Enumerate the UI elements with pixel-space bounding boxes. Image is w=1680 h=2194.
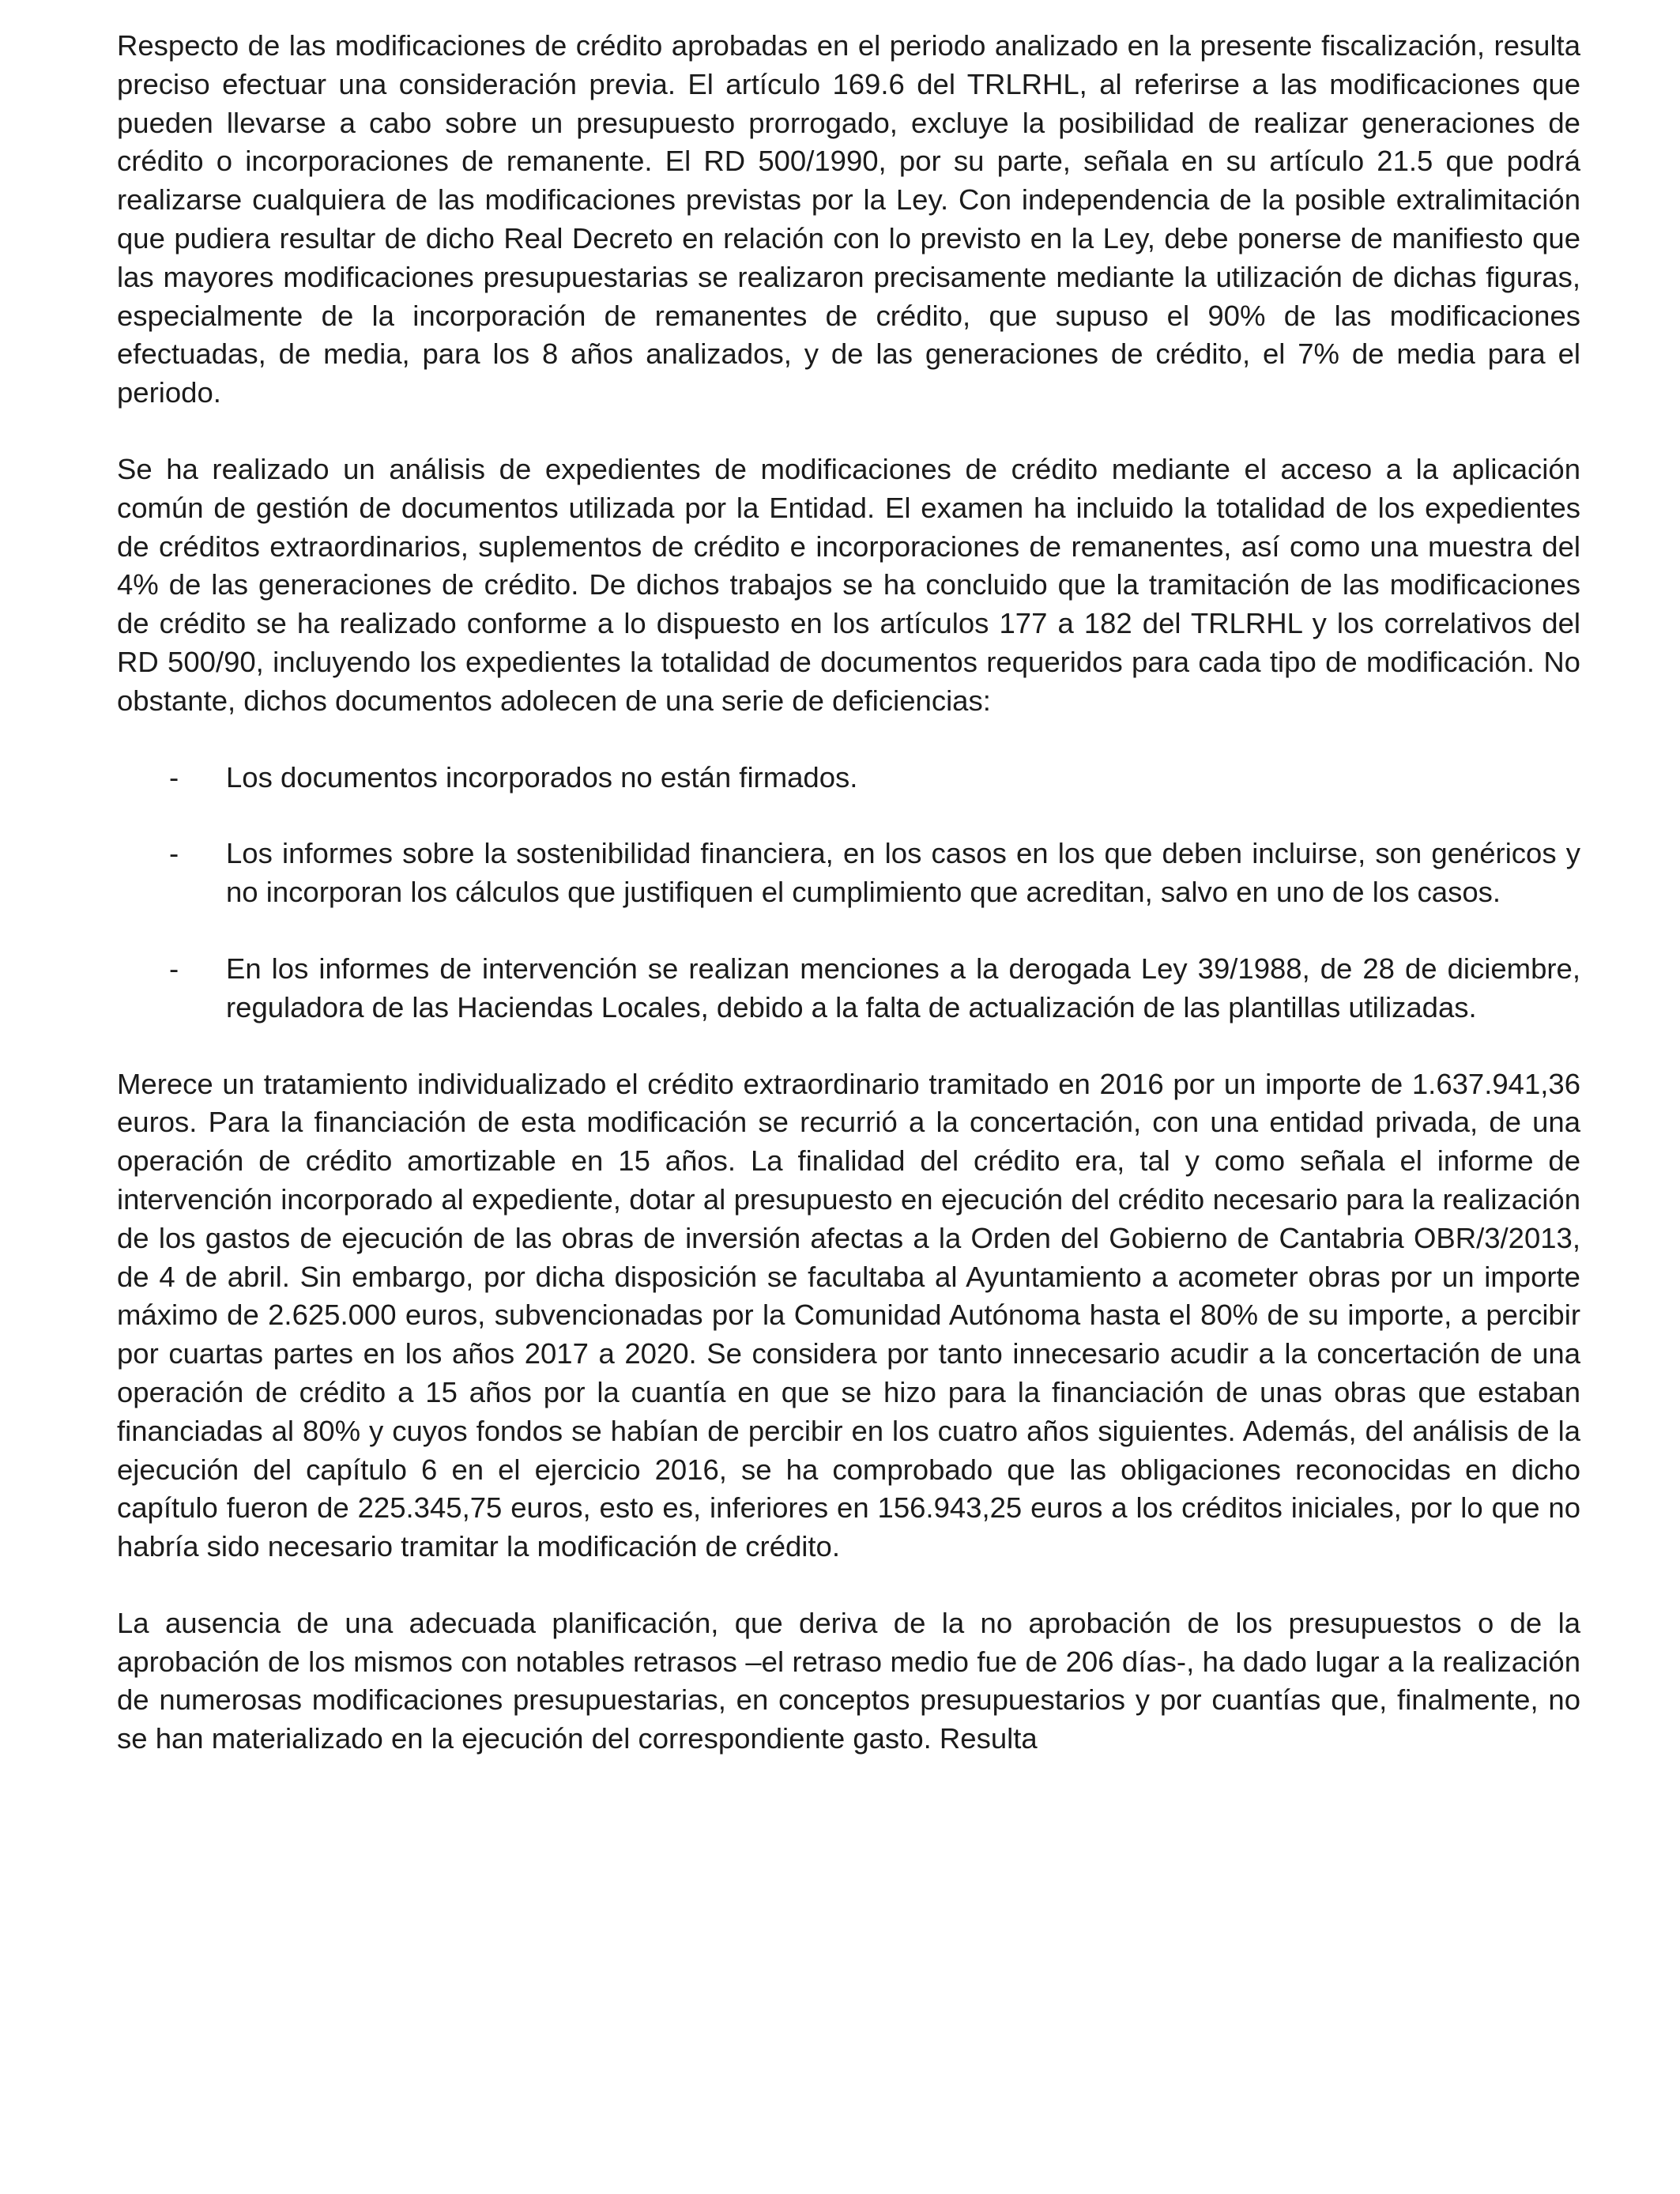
paragraph-analisis-expedientes: Se ha realizado un análisis de expedientes de modificaciones de crédito mediante el acceso a la aplicación común de gestión de documentos utilizada por la Entidad. El examen ha incluido la totalidad de los expedientes de créditos extraordinarios, suplementos de crédito e incorporaciones de remanentes, así como una muestra del 4% de las generaciones de crédito. De dichos trabajos se ha concluido que la tramitación de las modificaciones de crédito se ha realizado conforme a lo dispuesto en los artículos 177 a 182 del TRLRHL y los correlativos del RD 500/90, incluyendo los expedientes la totalidad de documentos requeridos para cada tipo de modificación. No obstante, dichos documentos adolecen de una serie de deficiencias:	[117, 452, 1580, 717]
list-item-text: Los documentos incorporados no están firmados.	[226, 760, 858, 794]
deficiencies-list	[117, 759, 1580, 1027]
bullet-dash: -	[169, 952, 179, 985]
list-item-text: Los informes sobre la sostenibilidad financiera, en los casos en los que deben incluirse, son genéricos y no incorporan los cálculos que justifiquen el cumplimiento que acreditan, salvo en uno de los casos.	[226, 837, 1580, 909]
list-item	[117, 759, 1580, 797]
paragraph-credito-extraordinario: Merece un tratamiento individualizado el crédito extraordinario tramitado en 2016 por un importe de 1.637.941,36 euros. Para la financiación de esta modificación se recurrió a la concertación, con una entidad privada, de una operación de crédito amortizable en 15 años. La finalidad del crédito era, tal y como señala el informe de intervención incorporado al expediente, dotar al presupuesto en ejecución del crédito necesario para la realización de los gastos de ejecución de las obras de inversión afectas a la Orden del Gobierno de Cantabria OBR/3/2013, de 4 de abril. Sin embargo, por dicha disposición se facultaba al Ayuntamiento a acometer obras por un importe máximo de 2.625.000 euros, subvencionadas por la Comunidad Autónoma hasta el 80% de su importe, a percibir por cuartas partes en los años 2017 a 2020. Se considera por tanto innecesario acudir a la concertación de una operación de crédito a 15 años por la cuantía en que se hizo para la financiación de unas obras que estaban financiadas al 80% y cuyos fondos se habían de percibir en los cuatro años siguientes. Además, del análisis de la ejecución del capítulo 6 en el ejercicio 2016, se ha comprobado que las obligaciones reconocidas en dicho capítulo fueron de 225.345,75 euros, esto es, inferiores en 156.943,25 euros a los créditos iniciales, por lo que no habría sido necesario tramitar la modificación de crédito.	[117, 1067, 1580, 1563]
paragraph-modificaciones-credito: Respecto de las modificaciones de crédito aprobadas en el periodo analizado en la presente fiscalización, resulta preciso efectuar una consideración previa. El artículo 169.6 del TRLRHL, al referirse a las modificaciones que pueden llevarse a cabo sobre un presupuesto prorrogado, excluye la posibilidad de realizar generaciones de crédito o incorporaciones de remanente. El RD 500/1990, por su parte, señala en su artículo 21.5 que podrá realizarse cualquiera de las modificaciones previstas por la Ley. Con independencia de la posible extralimitación que pudiera resultar de dicho Real Decreto en relación con lo previsto en la Ley, debe ponerse de manifiesto que las mayores modificaciones presupuestarias se realizaron precisamente mediante la utilización de dichas figuras, especialmente de la incorporación de remanentes de crédito, que supuso el 90% de las modificaciones efectuadas, de media, para los 8 años analizados, y de las generaciones de crédito, el 7% de media para el periodo.	[117, 29, 1580, 409]
document-page	[117, 27, 1580, 1796]
list-item-text: En los informes de intervención se realizan menciones a la derogada Ley 39/1988, de 28 de diciembre, reguladora de las Haciendas Locales, debido a la falta de actualización de las plantillas utilizadas.	[226, 952, 1580, 1023]
list-item	[117, 835, 1580, 912]
list-item	[117, 950, 1580, 1027]
bullet-dash: -	[169, 760, 179, 794]
paragraph-planificacion: La ausencia de una adecuada planificación, que deriva de la no aprobación de los presupuestos o de la aprobación de los mismos con notables retrasos –el retraso medio fue de 206 días-, ha dado lugar a la realización de numerosas modificaciones presupuestarias, en conceptos presupuestarios y por cuantías que, finalmente, no se han materializado en la ejecución del correspondiente gasto. Resulta	[117, 1606, 1580, 1755]
bullet-dash: -	[169, 837, 179, 870]
